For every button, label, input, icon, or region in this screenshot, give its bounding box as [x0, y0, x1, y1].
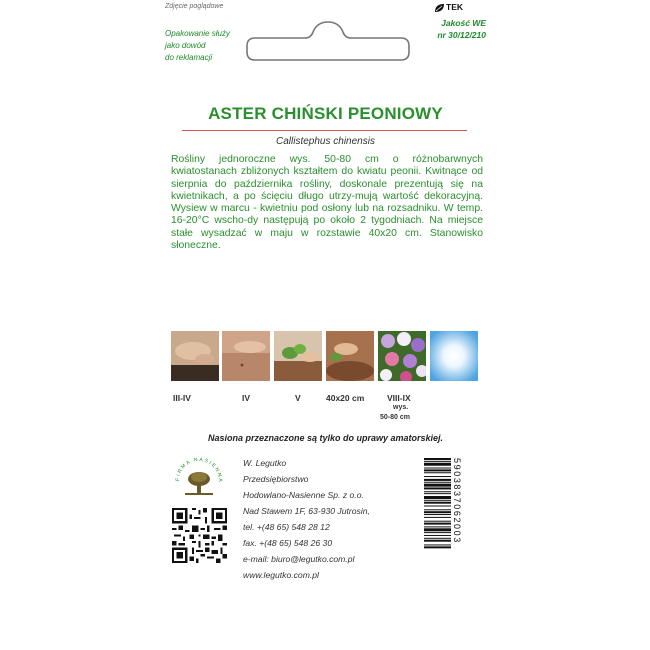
barcode-bar	[424, 458, 451, 460]
company-name: W. Legutko	[243, 458, 287, 468]
height-label: wys.	[393, 404, 409, 411]
ean-barcode	[424, 455, 462, 577]
photo-note: Zdjęcie poglądowe	[165, 3, 224, 10]
barcode-bar	[424, 487, 451, 489]
barcode-bar	[424, 500, 451, 501]
company-address: Nad Stawem 1F, 63-930 Jutrosin,	[243, 506, 370, 516]
planting-month: V	[295, 393, 301, 403]
company-email: e-mail: biuro@legutko.com.pl	[243, 554, 355, 564]
barcode-bar	[424, 463, 451, 466]
seedbed-months: IV	[242, 393, 251, 403]
latin-name: Callistephus chinensis	[276, 136, 375, 147]
barcode-bar	[424, 544, 451, 545]
barcode-bar	[424, 532, 451, 533]
qr-code	[172, 508, 227, 563]
leaf-icon	[434, 3, 445, 13]
quality-line: nr 30/12/210	[437, 30, 486, 40]
company-line: Hodowlano-Nasienne Sp. z o.o.	[243, 490, 364, 500]
complaint-note-line: jako dowód	[165, 41, 206, 50]
flowers-photo	[378, 331, 426, 381]
tek-label: TEK	[446, 2, 463, 12]
barcode-bar	[424, 479, 451, 481]
barcode-bar	[424, 472, 451, 473]
height-value: 50-80 cm	[380, 414, 410, 421]
sowing-photo	[171, 331, 219, 381]
company-info	[243, 455, 418, 583]
sun-icon	[430, 331, 478, 381]
sowing-months: III-IV	[173, 393, 191, 403]
barcode-bar	[424, 540, 451, 542]
product-description: Rośliny jednoroczne wys. 50-80 cm o różnobarwnych kwiatostanach zbliżonych kształtem do kwiatu peonii. Kwitnące od sierpnia do października rośliny, doskonale prezentują się na kwietnikach, a po ścięciu długo utrzy-mują wartość dekoracyjną. Wysiew w marcu - kwietniu pod osłony lub na rozsadniku. W temp. 16-20°C wscho-dy następują po około 2 tygodniach. Na miejsce stałe wysadzać w maju w rozstawie 40x20 cm. Stanowisko słoneczne.	[171, 154, 483, 252]
title-divider	[182, 130, 467, 131]
seedbed-photo	[222, 331, 270, 381]
complaint-note-line: do reklamacji	[165, 53, 213, 62]
barcode-bar	[424, 461, 451, 462]
barcode-bar	[424, 506, 451, 507]
barcode-bar	[424, 491, 451, 492]
barcode-bar	[424, 514, 451, 515]
logo-arc-text: FIRMA NASIENNA	[174, 456, 224, 484]
quality-info	[408, 17, 486, 41]
barcode-bar	[424, 538, 451, 539]
barcode-bar	[424, 482, 451, 483]
flowering-months: VIII-IX	[387, 393, 411, 403]
spacing-label: 40x20 cm	[326, 393, 365, 403]
barcode-bar	[424, 526, 451, 527]
barcode-bar	[424, 468, 451, 469]
barcode-bar	[424, 535, 451, 536]
barcode-bar	[424, 523, 451, 525]
barcode-bar	[424, 509, 451, 510]
amateur-use-note: Nasiona przeznaczone są tylko do uprawy amatorskiej.	[207, 433, 444, 443]
barcode-bar	[424, 517, 451, 518]
company-line: Przedsiębiorstwo	[243, 474, 309, 484]
barcode-bar	[424, 469, 451, 471]
barcode-bar	[424, 496, 451, 499]
barcode-bar	[424, 484, 451, 487]
barcode-bar	[424, 502, 451, 504]
product-title: ASTER CHIŃSKI PEONIOWY	[208, 104, 443, 123]
company-website: www.legutko.com.pl	[243, 570, 319, 580]
barcode-digits: 5903837062003	[452, 458, 462, 544]
seedlings-photo	[274, 331, 322, 381]
company-phone: tel. +(48 65) 548 28 12	[243, 522, 330, 532]
complaint-note	[165, 28, 230, 64]
company-logo-tree-icon	[173, 455, 225, 497]
barcode-bar	[424, 521, 451, 522]
hanger-hole-outline	[243, 18, 413, 68]
barcode-bar	[424, 493, 451, 494]
company-fax: fax. +(48 65) 548 26 30	[243, 538, 333, 548]
barcode-bar	[424, 546, 451, 548]
planting-photo	[326, 331, 374, 381]
barcode-bar	[424, 528, 451, 531]
quality-line: Jakość WE	[441, 18, 486, 28]
complaint-note-line: Opakowanie służy	[165, 29, 230, 38]
tek-badge	[434, 2, 486, 14]
barcode-bars	[424, 455, 462, 577]
barcode-bar	[424, 476, 451, 477]
barcode-bar	[424, 511, 451, 513]
